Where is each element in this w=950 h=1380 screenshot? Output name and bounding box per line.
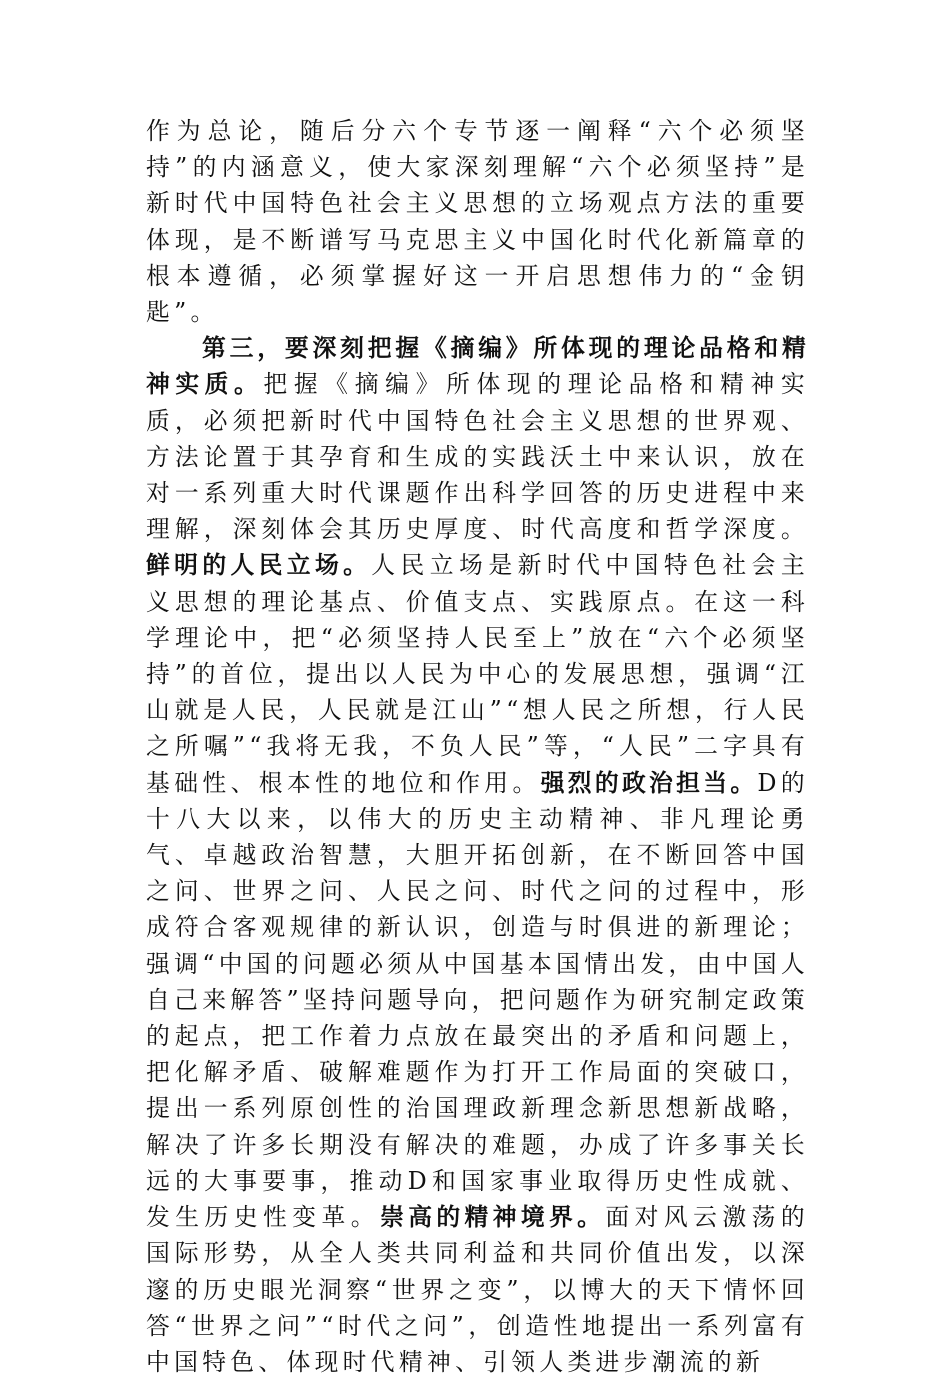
subheading-political-responsibility: 强烈的政治担当。 xyxy=(540,768,758,797)
section-text-2: 人民立场是新时代中国特色社会主义思想的理论基点、价值支点、实践原点。在这一科学理论中，把“必须坚持人民至上”放在“六个必须坚持”的首位，提出以人民为中心的发展思想，强调“江山就是人民，人民就是江山”“想人民之所想，行人民之所嘱”“我将无我，不负人民”等，“人民”二字具有基础性、根本性的地位和作用。 xyxy=(146,551,810,797)
section-text-3: D的十八大以来，以伟大的历史主动精神、非凡理论勇气、卓越政治智慧，大胆开拓创新，在不断回答中国之问、世界之问、人民之问、时代之问的过程中，形成符合客观规律的新认识，创造与时俱进的新理论；强调“中国的问题必须从中国基本国情出发，由中国人自己来解答”坚持问题导向，把问题作为研究制定政策的起点，把工作着力点放在最突出的矛盾和问题上，把化解矛盾、破解难题作为打开工作局面的突破口，提出一系列原创性的治国理政新理念新思想新战略，解决了许多长期没有解决的难题，办成了许多事关长远的大事要事，推动D和国家事业取得历史性成就、发生历史性变革。 xyxy=(146,768,809,1232)
section-heading: 第三，要深刻把握《摘编》所体现的理论品格和精神实质。 xyxy=(146,334,809,399)
subheading-people-stance: 鲜明的人民立场。 xyxy=(146,551,372,580)
section-text-4: 面对风云激荡的国际形势，从全人类共同利益和共同价值出发，以深邃的历史眼光洞察“世界之变”，以博大的天下情怀回答“世界之问”“时代之问”，创造性地提出一系列富有中国特色、体现时代精神、引领人类进步潮流的新 xyxy=(146,1203,809,1376)
paragraph-intro-continuation: 作为总论，随后分六个专节逐一阐释“六个必须坚持”的内涵意义，使大家深刻理解“六个必须坚持”是新时代中国特色社会主义思想的立场观点方法的重要体现，是不断谱写马克思主义中国化时代化新篇章的根本遵循，必须掌握好这一开启思想伟力的“金钥匙”。 xyxy=(146,117,809,327)
paragraph-section-three xyxy=(146,330,809,1380)
subheading-spiritual-realm: 崇高的精神境界。 xyxy=(380,1203,606,1232)
document-body xyxy=(146,113,809,1380)
section-text-1: 把握《摘编》所体现的理论品格和精神实质，必须把新时代中国特色社会主义思想的世界观、方法论置于其孕育和生成的实践沃土中来认识，放在对一系列重大时代课题作出科学回答的历史进程中来理解，深刻体会其历史厚度、时代高度和哲学深度。 xyxy=(146,370,809,544)
